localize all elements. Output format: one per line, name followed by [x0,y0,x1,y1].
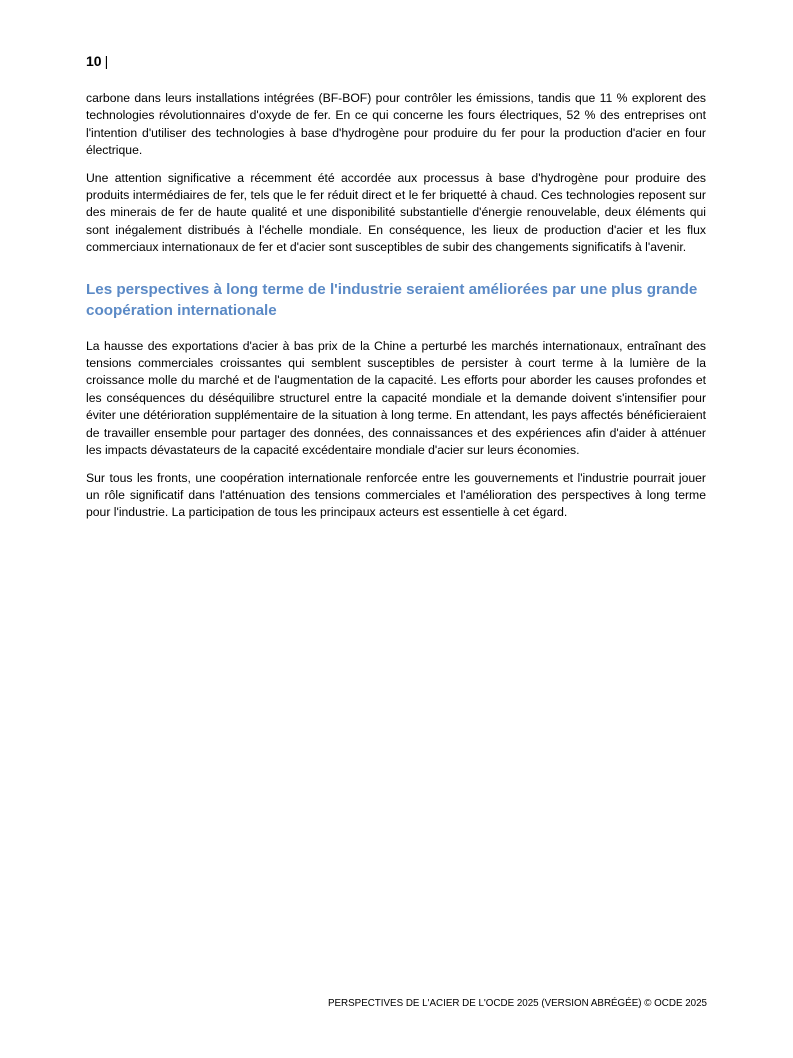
page-number-separator: | [104,53,109,69]
page-number [86,52,108,70]
paragraph-international-cooperation: Sur tous les fronts, une coopération internationale renforcée entre les gouvernements et l'industrie pourrait jouer un rôle significatif dans l'atténuation des tensions commerciales et l'amélioration des perspectives à long terme pour l'industrie. La participation de tous les principaux acteurs est essentielle à cet égard. [86,470,706,520]
paragraph-emissions-technologies: carbone dans leurs installations intégrées (BF-BOF) pour contrôler les émissions, tandis que 11 % explorent des technologies révolutionnaires d'oxyde de fer. En ce qui concerne les fours électriques, 52 % des entreprises ont l'intention d'utiliser des technologies à base d'hydrogène pour produire du fer pour la production d'acier en four électrique. [86,91,706,158]
section-heading: Les perspectives à long terme de l'industrie seraient améliorées par une plus grande coopération internationale [86,280,698,319]
paragraph-hydrogen-processes: Une attention significative a récemment été accordée aux processus à base d'hydrogène pour produire des produits intermédiaires de fer, tels que le fer réduit direct et le fer briquetté à chaud. Ces technologies reposent sur des minerais de fer de haute qualité et une disponibilité substantielle d'énergie renouvelable, deux éléments qui sont inégalement distribués à l'échelle mondiale. En conséquence, les lieux de production d'acier et les flux commerciaux internationaux de fer et d'acier sont susceptibles de subir des changements significatifs à l'avenir. [86,170,706,255]
page-number-value: 10 [86,53,102,69]
page-footer: PERSPECTIVES DE L'ACIER DE L'OCDE 2025 (VERSION ABRÉGÉE) © OCDE 2025 [327,998,707,1009]
paragraph-china-exports: La hausse des exportations d'acier à bas prix de la Chine a perturbé les marchés internationaux, entraînant des tensions commerciales croissantes qui semblent susceptibles de persister à court terme à la lumière de la croissance molle du marché et de l'augmentation de la capacité. Les efforts pour aborder les causes profondes et les conséquences du déséquilibre structurel entre la capacité mondiale et la demande doivent s'intensifier pour éviter une détérioration supplémentaire de la situation à long terme. En attendant, les pays affectés bénéficieraient de travailler ensemble pour partager des données, des connaissances et des expériences afin d'aider à atténuer les impacts dévastateurs de la capacité excédentaire mondiale d'acier sur leurs économies. [86,338,706,458]
document-body [86,90,706,532]
